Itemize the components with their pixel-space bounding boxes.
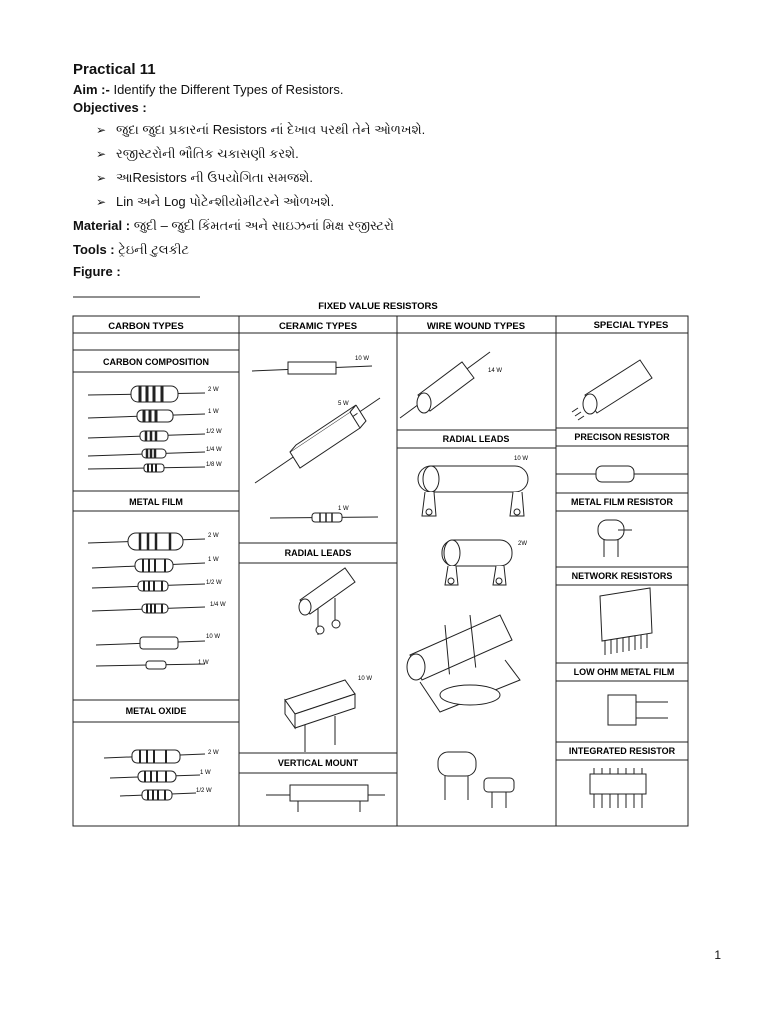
- section-integrated-resistor: INTEGRATED RESISTOR: [568, 746, 676, 756]
- column-header-carbon: CARBON TYPES: [108, 321, 184, 332]
- ceramic-resistor-5w: [255, 398, 380, 483]
- arrow-bullet-icon: ➢: [96, 147, 107, 161]
- arrow-bullet-icon: ➢: [96, 171, 107, 185]
- wattage-label: 1/2 W: [206, 429, 222, 435]
- column-header-wire-wound: WIRE WOUND TYPES: [426, 321, 526, 332]
- carbon-composition-resistor-half-w: [88, 431, 205, 441]
- column-header-special: SPECIAL TYPES: [593, 320, 669, 331]
- wattage-label: 1/2 W: [206, 580, 222, 586]
- wattage-label: 1 W: [198, 660, 209, 666]
- section-vertical-mount: VERTICAL MOUNT: [277, 758, 359, 768]
- arrow-bullet-icon: ➢: [96, 123, 107, 137]
- section-metal-oxide: METAL OXIDE: [125, 706, 187, 716]
- precision-resistor: [556, 466, 688, 482]
- metal-film-resistor-half-w: [92, 581, 205, 591]
- column-header-ceramic: CERAMIC TYPES: [278, 321, 358, 332]
- metal-film-resistor-2w: [88, 533, 205, 550]
- wire-wound-small-resistor-2: [484, 778, 514, 808]
- aim-label: Aim :-: [73, 82, 110, 97]
- carbon-composition-resistor-quarter-w: [88, 449, 205, 458]
- section-metal-film-resistor: METAL FILM RESISTOR: [570, 497, 674, 507]
- metal-oxide-resistor-1w: [110, 771, 200, 782]
- objective-text: જુદા જુદા પ્રકારનાં Resistors નાં દેખાવ પરથી તેને ઓળખશે.: [116, 122, 426, 137]
- wattage-label: 10 W: [206, 634, 221, 640]
- figure-label: Figure :: [73, 264, 121, 279]
- objective-text: Lin અને Log પોટેન્શીયોમીટરને ઓળખશે.: [116, 194, 335, 209]
- objective-text: આResistors ની ઉપયોગિતા સમજશે.: [116, 170, 313, 185]
- ceramic-resistor-1w: [270, 513, 378, 522]
- ceramic-radial-resistor: [299, 568, 355, 635]
- section-carbon-composition: CARBON COMPOSITION: [102, 357, 210, 367]
- metal-oxide-resistor-half-w: [120, 790, 196, 800]
- wattage-label: 2 W: [208, 533, 219, 539]
- special-wirewound-resistor: [572, 360, 652, 420]
- section-low-ohm-metal-film: LOW OHM METAL FILM: [573, 667, 675, 677]
- aim-text: Identify the Different Types of Resistors.: [109, 82, 344, 97]
- integrated-resistor-dip: [590, 768, 646, 808]
- page-title: Practical 11: [73, 61, 156, 78]
- metal-film-resistor-quarter-w: [92, 604, 205, 613]
- wattage-label: 14 W: [488, 368, 503, 374]
- wattage-label: 1/4 W: [210, 602, 226, 608]
- objectives-heading: Objectives :: [73, 100, 147, 115]
- objective-text: રજીસ્ટરોની ભૌતિક ચકાસણી કરશે.: [116, 146, 299, 161]
- wire-wound-radial-resistor-2w: [442, 540, 512, 585]
- metal-film-radial-resistor: [598, 520, 632, 557]
- tools-text: ટ્રેઇની ટુલકીટ: [114, 242, 190, 257]
- vertical-mount-resistor: [266, 785, 385, 812]
- material-label: Material :: [73, 218, 131, 233]
- wire-wound-adjustable-resistor: [407, 615, 520, 712]
- wattage-label: 10 W: [355, 356, 370, 362]
- wattage-label: 1 W: [200, 770, 211, 776]
- wattage-label: 1/4 W: [206, 447, 222, 453]
- carbon-composition-resistor-2w: [88, 386, 205, 402]
- wire-wound-axial-resistor: [400, 352, 490, 418]
- low-ohm-metal-film-resistor: [608, 695, 668, 725]
- section-precision-resistor: PRECISON RESISTOR: [574, 432, 670, 442]
- wattage-label: 1/2 W: [196, 788, 212, 794]
- wattage-label: 1/8 W: [206, 462, 222, 468]
- page-number: 1: [714, 948, 721, 962]
- wattage-label: 2 W: [208, 387, 219, 393]
- ceramic-resistor-10w: [252, 362, 372, 374]
- section-wire-radial-leads: RADIAL LEADS: [442, 434, 510, 444]
- metal-film-resistor-10w: [96, 637, 205, 649]
- wire-wound-radial-resistor-10w: [418, 466, 528, 516]
- section-network-resistors: NETWORK RESISTORS: [571, 571, 673, 581]
- wattage-label: 1 W: [208, 409, 219, 415]
- metal-film-resistor-1w-small: [96, 661, 205, 669]
- metal-film-resistor-1w: [92, 559, 205, 572]
- wattage-label: 2 W: [208, 750, 219, 756]
- wattage-label: 1 W: [208, 557, 219, 563]
- wire-wound-small-resistor-1: [438, 752, 476, 800]
- carbon-composition-resistor-eighth-w: [88, 464, 205, 472]
- section-metal-film: METAL FILM: [129, 497, 183, 507]
- network-resistor-sip: [600, 588, 652, 655]
- section-ceramic-radial-leads: RADIAL LEADS: [284, 548, 352, 558]
- wattage-label: 2W: [518, 541, 527, 547]
- tools-label: Tools :: [73, 242, 115, 257]
- metal-oxide-resistor-2w: [104, 750, 205, 763]
- wattage-label: 5 W: [338, 401, 349, 407]
- arrow-bullet-icon: ➢: [96, 195, 107, 209]
- wattage-label: 10 W: [514, 456, 529, 462]
- wattage-label: 1 W: [338, 506, 349, 512]
- wattage-label: 10 W: [358, 676, 373, 682]
- ceramic-vertical-block-resistor: [285, 680, 355, 752]
- material-text: જુદી – જુદી કિંમતનાં અને સાઇઝનાં મિક્ષ રજીસ્ટરો: [130, 218, 394, 233]
- figure-title: FIXED VALUE RESISTORS: [318, 301, 438, 312]
- carbon-composition-resistor-1w: [88, 410, 205, 422]
